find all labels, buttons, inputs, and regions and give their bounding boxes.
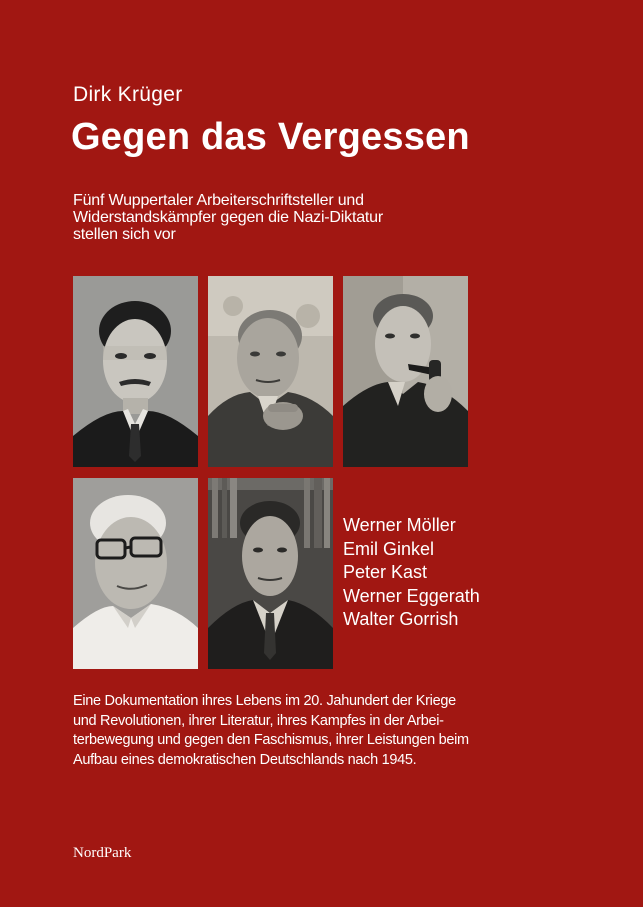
- book-description: [73, 692, 503, 770]
- portrait-photo: [208, 276, 333, 467]
- author-names-list: [343, 514, 480, 632]
- writer-name: Werner Eggerath: [343, 585, 480, 606]
- description-line: Eine Dokumentation ihres Lebens im 20. Jahundert der Kriege: [73, 693, 456, 709]
- description-line: terbewegung und gegen den Faschismus, ihrer Leistungen beim: [73, 732, 469, 748]
- book-subtitle: [73, 192, 473, 243]
- writer-name: Walter Gorrish: [343, 609, 459, 629]
- writer-name: Peter Kast: [343, 562, 428, 582]
- portrait-photo: [343, 276, 468, 467]
- subtitle-line: Fünf Wuppertaler Arbeiterschriftsteller und: [73, 192, 364, 209]
- description-line: und Revolutionen, ihrer Literatur, ihres Kampfes in der Arbei-: [73, 712, 444, 729]
- author-name: Dirk Krüger: [73, 83, 183, 106]
- writer-name: Emil Ginkel: [343, 538, 435, 559]
- portrait-photo: [73, 478, 198, 669]
- book-title: Gegen das Vergessen: [71, 116, 470, 158]
- subtitle-line: Widerstandskämpfer gegen die Nazi-Diktatur: [73, 209, 383, 226]
- portrait-photo: [208, 478, 333, 669]
- description-line: Aufbau eines demokratischen Deutschlands nach 1945.: [73, 751, 417, 768]
- portrait-photo: [73, 276, 198, 467]
- publisher-name: NordPark: [73, 845, 132, 861]
- writer-name: Werner Möller: [343, 515, 456, 535]
- subtitle-line: stellen sich vor: [73, 226, 176, 243]
